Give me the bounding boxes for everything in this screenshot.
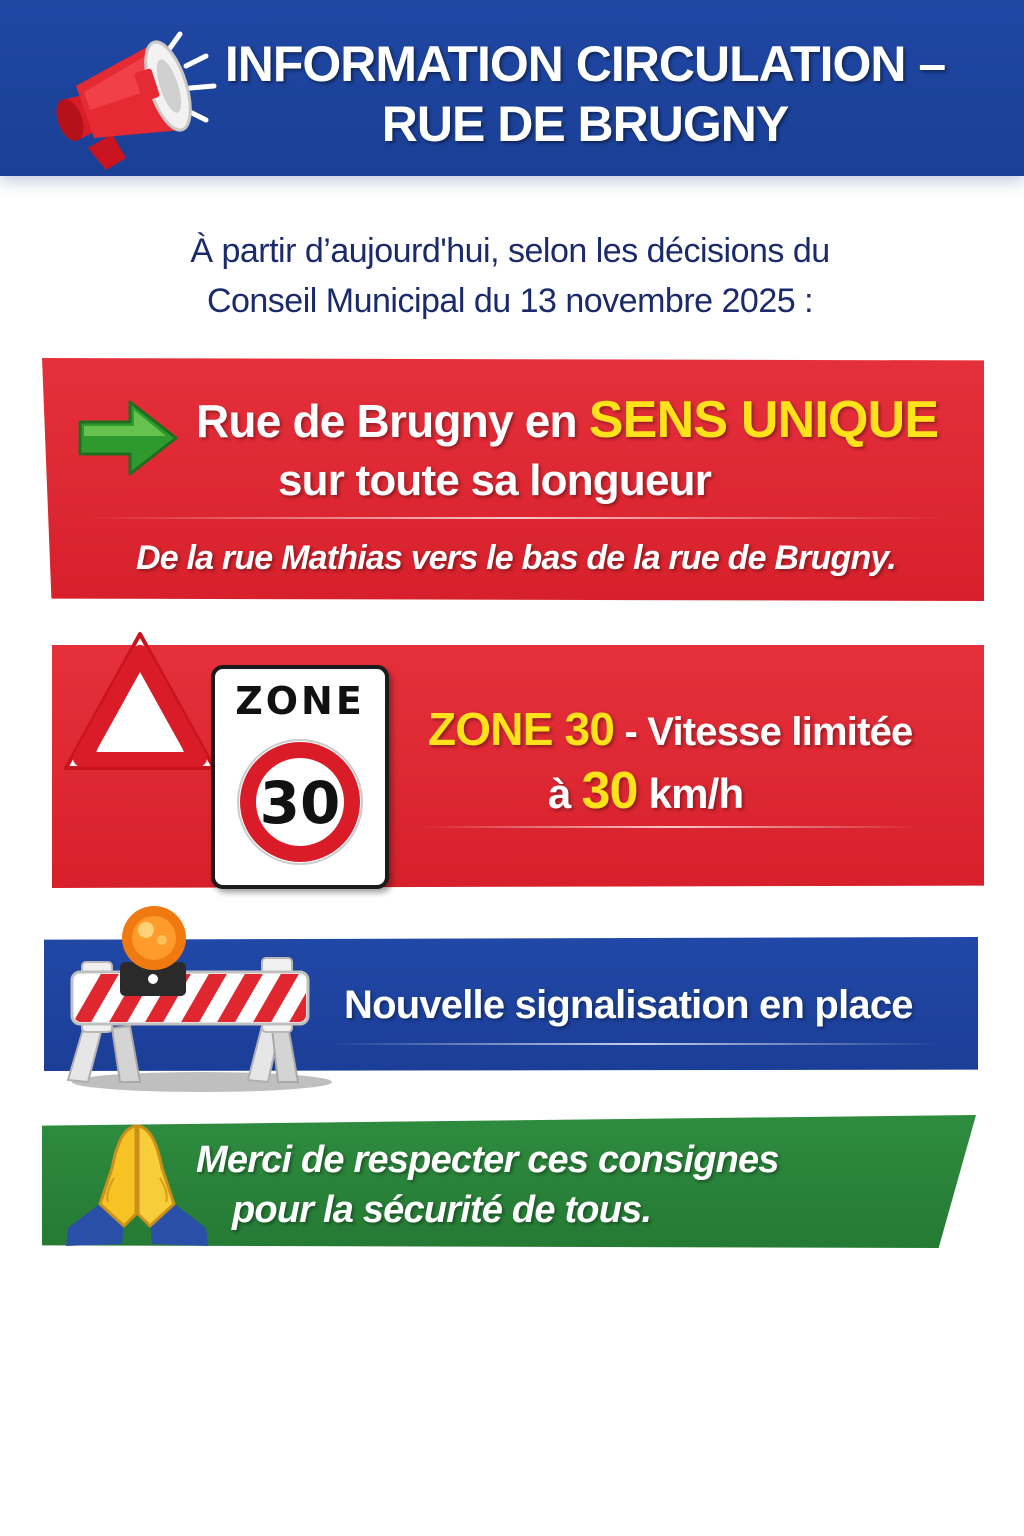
zone30-speed: 30 <box>581 762 638 820</box>
zone-sign-number: 30 <box>259 769 341 837</box>
zone-sign-word: ZONE <box>235 679 365 723</box>
title-line-1: INFORMATION CIRCULATION – <box>224 36 946 92</box>
signage-text: Nouvelle signalisation en place <box>344 983 913 1027</box>
divider-line <box>330 1043 940 1045</box>
zone30-highlight: ZONE 30 <box>428 703 615 755</box>
praying-hands-icon <box>62 1118 212 1248</box>
green-arrow-icon <box>76 398 180 476</box>
zone30-prefix: à <box>548 770 582 817</box>
intro-line-1: À partir d’aujourd'hui, selon les décisions du <box>190 232 830 270</box>
zone30-unit: km/h <box>637 770 744 817</box>
zone30-title <box>428 700 913 761</box>
zone30-text-a: - Vitesse limitée <box>614 710 913 754</box>
one-way-direction: De la rue Mathias vers le bas de la rue de Brugny. <box>136 539 896 577</box>
divider-line <box>80 517 950 519</box>
one-way-text-a: Rue de Brugny en <box>196 395 589 447</box>
warning-triangle-icon <box>60 628 220 776</box>
one-way-subtitle: sur toute sa longueur <box>278 456 712 505</box>
one-way-title <box>196 392 938 449</box>
speed-limit-circle <box>235 737 365 867</box>
megaphone-icon <box>48 30 223 170</box>
header-banner <box>0 0 1024 176</box>
zone-30-sign-icon <box>211 665 389 889</box>
road-barrier-icon <box>62 906 342 1096</box>
zone30-speed-line <box>548 760 743 825</box>
divider-line <box>420 826 920 828</box>
page-title <box>215 34 955 154</box>
thanks-line-2: pour la sécurité de tous. <box>232 1189 652 1231</box>
title-line-2: RUE DE BRUGNY <box>381 96 789 152</box>
one-way-highlight: SENS UNIQUE <box>588 391 939 449</box>
intro-line-2: Conseil Municipal du 13 novembre 2025 : <box>206 282 814 320</box>
thanks-line-1: Merci de respecter ces consignes <box>196 1139 779 1181</box>
intro-text <box>100 226 920 326</box>
